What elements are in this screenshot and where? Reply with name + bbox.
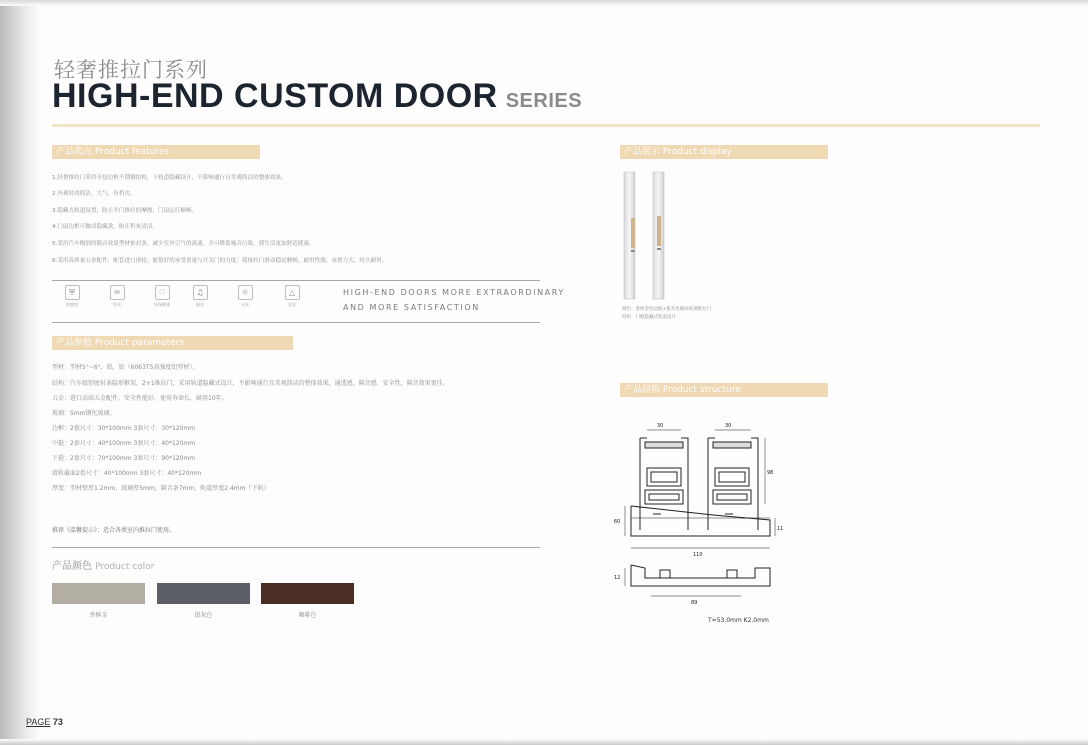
dim-right-side: 11	[777, 526, 784, 532]
page-title-series: SERIES	[505, 90, 583, 112]
dim-width: 110	[693, 552, 703, 558]
feature-icon-item	[276, 285, 308, 308]
color-section-title	[52, 557, 154, 572]
color-swatch-label: 银灰色	[194, 612, 213, 619]
dim-top-left: 30	[657, 423, 664, 429]
structure-section-bar: 产品结构 Product structure	[620, 383, 828, 397]
spec-line-1: 型材：型材5°~6°，铝，铝（6063T5高强度铝型材）。	[52, 364, 199, 371]
feature-icon-label: 防水	[113, 302, 121, 307]
spec-line-8: 滑轨截面2套尺寸：40*100mm 3套尺寸：40*120mm	[52, 470, 202, 477]
display-section-bar: 产品展示 Product display	[620, 145, 828, 159]
dim-left-side: 60	[614, 519, 621, 525]
page-number-value: 73	[52, 717, 63, 727]
sun-icon: ☼	[238, 285, 253, 300]
page-label: PAGE	[26, 717, 51, 727]
dim-rail-height: 12	[614, 575, 621, 581]
slogan-line-2: AND MORE SATISFACTION	[343, 303, 480, 312]
feature-line-1: 1.轻奢推拉门采用全包边框不锈钢结构，下轨道隐藏设计，不影响通行且美观简洁的整体效果。	[52, 175, 287, 181]
features-divider-top	[52, 280, 540, 281]
color-swatch-champagne	[52, 583, 145, 604]
feature-line-6: 6.采用高质量五金配件，配套进口滑轮，能很好的承受重量与开关门的力度，使推拉门滑动稳定顺畅，耐用性强，承重力大，经久耐用。	[52, 258, 388, 264]
feature-icon-item	[184, 285, 216, 308]
color-swatch-coffee	[261, 583, 354, 604]
structure-spec-note: T=53.0mm K2.0mm	[708, 617, 769, 624]
spec-line-9: 厚度：型材壁厚1.2mm，玻璃厚5mm，隔音条7mm，轨道厚度2.4mm（下轨）	[52, 485, 270, 492]
dim-height: 98	[767, 470, 774, 476]
feature-line-3: 3.隐藏式轨道设置，防止开门推拉的摩擦，门扇运行顺畅。	[52, 208, 198, 214]
color-title-cn: 产品颜色	[52, 561, 92, 572]
feature-icon-item	[101, 285, 133, 308]
book-spine-shadow	[0, 0, 40, 745]
warning-icon: △	[285, 285, 300, 300]
feature-line-5: 5.采用汽车级别的隔音效果型材密封条，减少室外空气的流通，并可降低噪音污染，使生活更加舒适健康。	[52, 241, 315, 247]
feature-icon-label: 采光	[241, 302, 249, 307]
page-number	[26, 717, 63, 727]
spec-line-6: 中挺：2套尺寸：40*100mm 3套尺寸：40*120mm	[52, 440, 196, 447]
shield-icon: ⛨	[65, 285, 80, 300]
heart-icon: ♡	[155, 285, 170, 300]
page-title-cn: 轻奢推拉门系列	[54, 58, 208, 82]
feature-line-4: 4.门扇边框可做成隐藏款，防止积灰清洁。	[52, 224, 159, 230]
feature-icon-label: 环保健康	[154, 302, 170, 307]
spec-line-5: 边框：2套尺寸：30*100mm 3套尺寸：30*120mm	[52, 425, 196, 432]
feature-icon-label: 安全	[288, 302, 296, 307]
water-icon: ♒	[110, 285, 125, 300]
title-divider	[52, 124, 1040, 127]
page-title-main: HIGH-END CUSTOM DOOR	[52, 77, 498, 115]
structure-drawing	[605, 410, 805, 610]
spec-line-7: 下挺：2套尺寸：70*100mm 3套尺寸：90*120mm	[52, 455, 196, 462]
feature-icon-item	[56, 285, 88, 308]
spec-line-2: 结构：汽车级别密封条隐形框架，2+1推拉门，采用轨道隐藏式设计，不影响通行且美观简洁的整体效果，通透感，隔音感，安全性，隔音效果更佳。	[52, 380, 449, 387]
spec-line-4: 玻璃：5mm钢化玻璃。	[52, 410, 116, 417]
feature-icon-item	[229, 285, 261, 308]
door-profile-photo	[620, 168, 680, 303]
feature-line-2: 2.外观时尚简洁，大气，有档次。	[52, 191, 136, 197]
page-title-en	[52, 77, 582, 116]
feature-icon-label: 隔音	[196, 302, 204, 307]
dim-top-right: 30	[725, 423, 732, 429]
spec-section-bar: 产品参数 Product parameters	[52, 336, 293, 350]
sound-icon: ♫	[193, 285, 208, 300]
dim-rail-width: 89	[691, 600, 698, 606]
feature-icon-label: 防腐蚀	[66, 302, 78, 307]
display-caption-2: 结构：门框隐藏式轨道设计	[622, 315, 676, 320]
spec-note: 推荐《温馨提示》：适合各类室内推拉门使用。	[52, 527, 176, 534]
page-bottom-edge	[0, 739, 1088, 745]
spec-divider	[52, 547, 540, 548]
slogan-line-1: HIGH-END DOORS MORE EXTRAORDINARY	[343, 288, 565, 297]
spec-line-3: 五金：进口高端五金配件，安全性能好，使用寿命长，耐用10年。	[52, 395, 228, 402]
color-swatch-gray	[157, 583, 250, 604]
features-divider-bottom	[52, 322, 540, 323]
color-title-en: Product color	[95, 562, 155, 572]
color-swatch-label: 咖啡色	[298, 612, 317, 619]
features-section-bar: 产品卖点 Product features	[52, 145, 260, 159]
feature-icon-item	[146, 285, 178, 308]
display-caption-1: 颜色：香槟金色边框+银灰色磨砂玻璃推拉门	[622, 307, 712, 312]
color-swatch-label: 香槟金	[89, 612, 108, 619]
page-top-edge	[0, 0, 1088, 6]
